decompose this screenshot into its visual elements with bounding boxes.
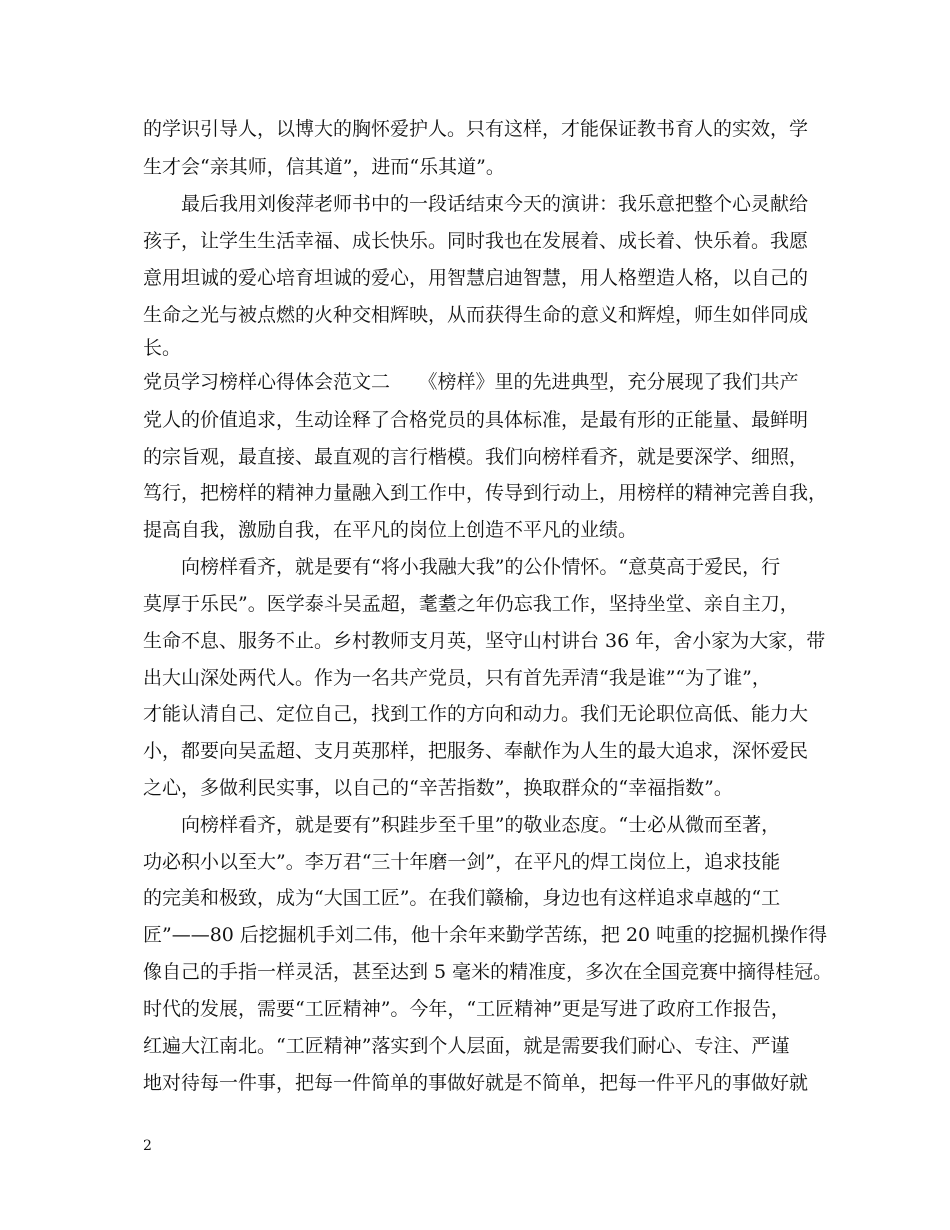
text-line: 才能认清自己、定位自己，找到工作的方向和动力。我们无论职位高低、能力大 [143,703,809,725]
text-line: 党人的价值追求，生动诠释了合格党员的具体标准，是最有形的正能量、最鲜明 [143,409,809,431]
text-line: 小，都要向吴孟超、支月英那样，把服务、奉献作为人生的最大追求，深怀爱民 [143,740,809,762]
text-line: 匠”——80 后挖掘机手刘二伟，他十余年来勤学苦练，把 20 吨重的挖掘机操作得 [143,924,828,946]
text-line: 长。 [143,337,182,359]
text-line: 提高自我，激励自我，在平凡的岗位上创造不平凡的业绩。 [143,519,638,541]
text-line: 地对待每一件事，把每一件简单的事做好就是不简单，把每一件平凡的事做好就 [143,1072,809,1094]
text-line: 红遍大江南北。“工匠精神”落实到个人层面，就是需要我们耐心、专注、严谨 [143,1035,790,1057]
page-number: 2 [143,1138,152,1154]
text-line: 莫厚于乐民”。医学泰斗吴孟超，耄耋之年仍忘我工作，坚持坐堂、亲自主刀， [143,593,799,615]
text-line: 向榜样看齐，就是要有“将小我融大我”的公仆情怀。“意莫高于爱民，行 [181,556,781,578]
text-line: 意用坦诚的爱心培育坦诚的爱心，用智慧启迪智慧，用人格塑造人格，以自己的 [143,267,809,289]
text-line: 笃行，把榜样的精神力量融入到工作中，传导到行动上，用榜样的精神完善自我， [143,482,828,504]
text-line: 最后我用刘俊萍老师书中的一段话结束今天的演讲：我乐意把整个心灵献给 [181,193,809,215]
text-line: 党员学习榜样心得体会范文二 《榜样》里的先进典型，充分展现了我们共产 [143,371,799,393]
text-line: 的学识引导人，以博大的胸怀爱护人。只有这样，才能保证教书育人的实效，学 [143,118,809,140]
text-line: 出大山深处两代人。作为一名共产党员，只有首先弄清“我是谁”“为了谁”， [143,667,771,689]
text-line: 的完美和极致，成为“大国工匠”。在我们赣榆，身边也有这样追求卓越的“工 [143,887,781,909]
text-line: 功必积小以至大”。李万君“三十年磨一剑”，在平凡的焊工岗位上，追求技能 [143,851,781,873]
text-line: 的宗旨观，最直接、最直观的言行楷模。我们向榜样看齐，就是要深学、细照， [143,446,809,468]
text-line: 生命不息、服务不止。乡村教师支月英，坚守山村讲台 36 年，舍小家为大家，带 [143,630,826,652]
text-line: 生命之光与被点燃的火种交相辉映，从而获得生命的意义和辉煌，师生如伴同成 [143,304,809,326]
text-line: 之心，多做利民实事，以自己的“辛苦指数”，换取群众的“幸福指数”。 [143,777,733,799]
text-line: 孩子，让学生生活幸福、成长快乐。同时我也在发展着、成长着、快乐着。我愿 [143,230,809,252]
text-line: 向榜样看齐，就是要有”积跬步至千里”的敬业态度。“士必从微而至著， [181,814,781,836]
text-line: 时代的发展，需要“工匠精神”。今年，“工匠精神”更是写进了政府工作报告， [143,998,790,1020]
text-line: 像自己的手指一样灵活，甚至达到 5 毫米的精准度，多次在全国竞赛中摘得桂冠。 [143,961,833,983]
text-line: 生才会“亲其师，信其道”，进而“乐其道”。 [143,156,505,178]
